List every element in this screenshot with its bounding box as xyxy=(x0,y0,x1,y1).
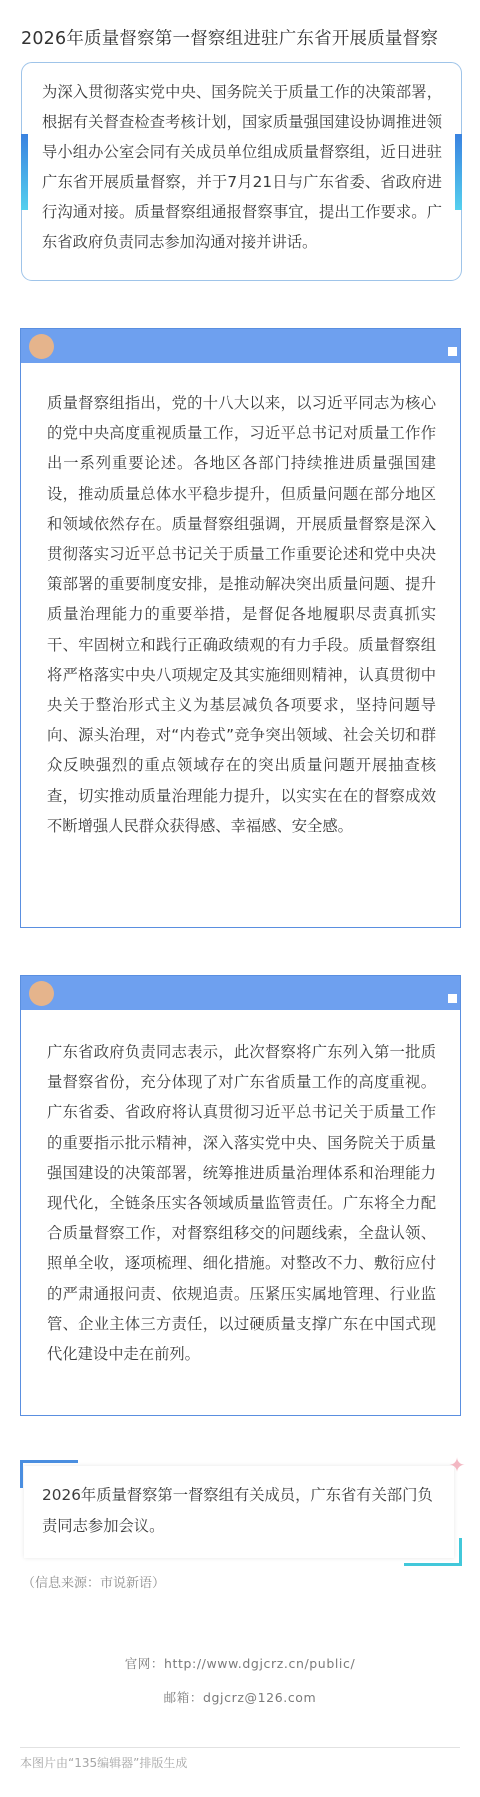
article-title: 2026年质量督察第一督察组进驻广东省开展质量督察 xyxy=(21,29,439,49)
intro-box xyxy=(21,62,462,281)
content-card-2 xyxy=(20,975,461,1416)
email-link[interactable]: 邮箱：dgjcrz@126.com xyxy=(163,1690,317,1705)
closing-paragraph: 2026年质量督察第一督察组有关成员，广东省有关部门负责同志参加会议。 xyxy=(42,1486,433,1535)
square-ornament-icon xyxy=(448,994,457,1003)
intro-right-accent xyxy=(455,134,462,210)
corner-accent xyxy=(459,1538,462,1566)
corner-accent xyxy=(20,1460,78,1463)
editor-credit: 本图片由“135编辑器”排版生成 xyxy=(20,1756,188,1770)
card-header-bar xyxy=(21,976,460,1010)
circle-ornament-icon xyxy=(29,334,54,359)
closing-box xyxy=(20,1453,466,1566)
corner-accent xyxy=(404,1563,462,1566)
footer-divider xyxy=(20,1747,460,1748)
website-link[interactable]: 官网：http://www.dgjcrz.cn/public/ xyxy=(124,1656,356,1671)
source-note: （信息来源：市说新语） xyxy=(22,1576,166,1591)
circle-ornament-icon xyxy=(29,981,54,1006)
intro-paragraph: 为深入贯彻落实党中央、国务院关于质量工作的决策部署，根据有关督查检查考核计划，国家质量强国建设协调推进领导小组办公室会同有关成员单位组成质量督察组，近日进驻广东省开展质量督察，并于7月21日与广东省委、省政府进行沟通对接。质量督察组通报督察事宜，提出工作要求。广东省政府负责同志参加沟通对接并讲话。 xyxy=(42,83,442,251)
card-paragraph: 广东省政府负责同志表示，此次督察将广东列入第一批质量督察省份，充分体现了对广东省质量工作的高度重视。广东省委、省政府将认真贯彻习近平总书记关于质量工作的重要指示批示精神，深入落实党中央、国务院关于质量强国建设的决策部署，统筹推进质量治理体系和治理能力现代化，全链条压实各领域质量监管责任。广东将全力配合质量督察工作，对督察组移交的问题线索，全盘认领、照单全收，逐项梳理、细化措施。对整改不力、敷衍应付的严肃通报问责、依规追责。压紧压实属地管理、行业监管、企业主体三方责任，以过硬质量支撑广东在中国式现代化建设中走在前列。 xyxy=(47,1043,436,1364)
sparkle-icon: ✦ xyxy=(448,1453,466,1477)
square-ornament-icon xyxy=(448,347,457,356)
intro-left-accent xyxy=(21,134,28,210)
card-header-bar xyxy=(21,329,460,363)
corner-accent xyxy=(20,1460,23,1488)
card-paragraph: 质量督察组指出，党的十八大以来，以习近平同志为核心的党中央高度重视质量工作，习近平总书记对质量工作作出一系列重要论述。各地区各部门持续推进质量强国建设，推动质量总体水平稳步提升，但质量问题在部分地区和领域依然存在。质量督察组强调，开展质量督察是深入贯彻落实习近平总书记关于质量工作重要论述和党中央决策部署的重要制度安排，是推动解决突出质量问题、提升质量治理能力的重要举措，是督促各地履职尽责真抓实干、牢固树立和践行正确政绩观的有力手段。质量督察组将严格落实中央八项规定及其实施细则精神，认真贯彻中央关于整治形式主义为基层减负各项要求，坚持问题导向、源头治理，对“内卷式”竞争突出领域、社会关切和群众反映强烈的重点领域存在的突出质量问题开展抽查核查，切实推动质量治理能力提升，以实实在在的督察成效不断增强人民群众获得感、幸福感、安全感。 xyxy=(47,394,436,835)
content-card-1 xyxy=(20,328,461,928)
